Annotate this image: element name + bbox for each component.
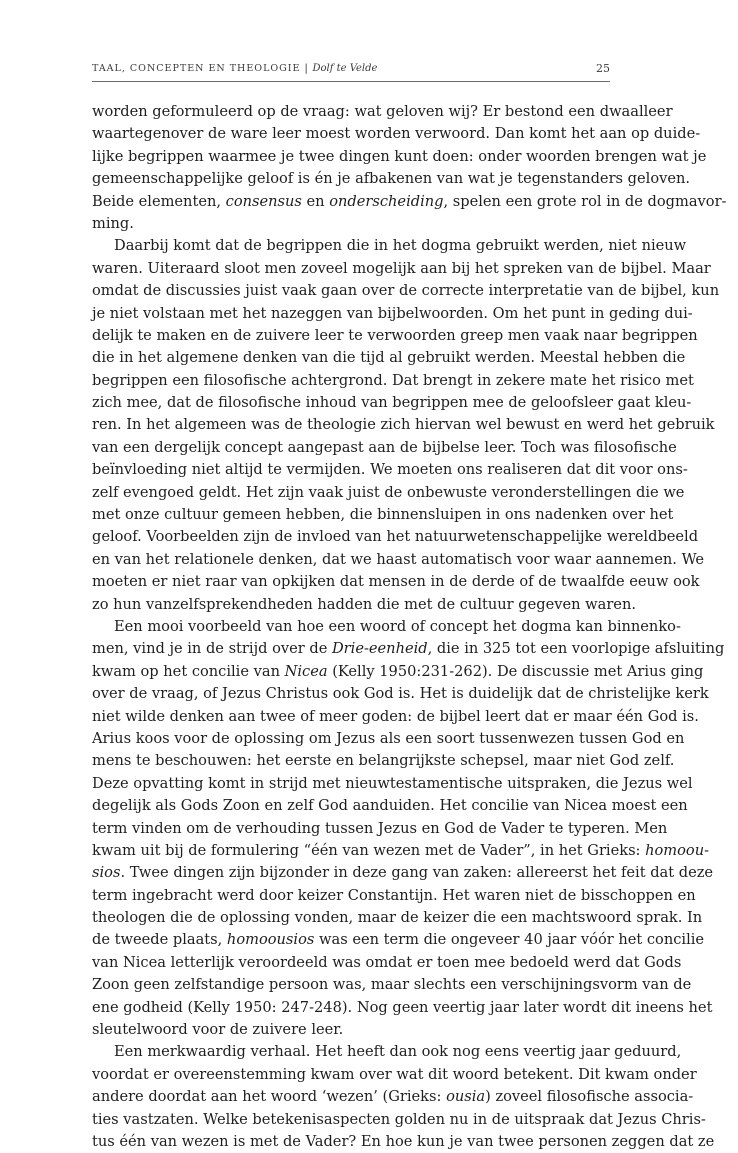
text-run: waartegenover de ware leer moest worden verwoord. Dan komt het aan op duide- bbox=[92, 125, 701, 143]
text-run: ) zoveel filosofische associa- bbox=[485, 1088, 694, 1106]
text-run: Arius koos voor de oplossing om Jezus als een soort tussenwezen tussen God en bbox=[92, 729, 685, 747]
text-run: degelijk als Gods Zoon en zelf God aanduiden. Het concilie van Nicea moest een bbox=[92, 797, 688, 815]
text-run: en bbox=[301, 192, 330, 210]
text-line bbox=[92, 392, 692, 414]
text-run: andere doordat aan het woord ‘wezen’ (Grieks: bbox=[92, 1088, 447, 1106]
text-line bbox=[92, 795, 688, 817]
text-line bbox=[92, 1041, 682, 1063]
text-run: Deze opvatting komt in strijd met nieuwtestamentische uitspraken, die Jezus wel bbox=[92, 774, 693, 792]
text-run: begrippen een filosofische achtergrond. Dat brengt in zekere mate het risico met bbox=[92, 371, 694, 389]
text-line bbox=[92, 459, 688, 481]
page-number: 25 bbox=[596, 62, 610, 75]
text-line bbox=[92, 952, 682, 974]
text-line bbox=[92, 1131, 715, 1153]
text-line bbox=[92, 862, 714, 884]
text-line bbox=[92, 191, 727, 213]
text-line bbox=[92, 123, 701, 145]
text-line bbox=[92, 929, 705, 951]
text-run: ene godheid (Kelly 1950: 247-248). Nog geen veertig jaar later wordt dit ineens het bbox=[92, 998, 713, 1016]
text-line bbox=[92, 482, 685, 504]
text-run: over de vraag, of Jezus Christus ook God is. Het is duidelijk dat de christelijke kerk bbox=[92, 685, 709, 703]
text-line bbox=[92, 1086, 694, 1108]
text-line bbox=[92, 325, 698, 347]
italic-term: sios bbox=[92, 864, 121, 882]
text-run: term ingebracht werd door keizer Constantijn. Het waren niet de bisschoppen en bbox=[92, 886, 696, 904]
italic-term: Nicea bbox=[284, 662, 328, 680]
text-run: worden geformuleerd op de vraag: wat geloven wij? Er bestond een dwaalleer bbox=[92, 103, 673, 120]
italic-term: Drie-eenheid bbox=[331, 640, 428, 658]
text-run: beïnvloeding niet altijd te vermijden. We moeten ons realiseren dat dit voor ons- bbox=[92, 461, 688, 479]
running-head bbox=[92, 62, 610, 78]
header-rule bbox=[92, 81, 610, 82]
text-line bbox=[92, 706, 699, 728]
text-run: zelf evengoed geldt. Het zijn vaak juist de onbewuste veronderstellingen die we bbox=[92, 483, 685, 501]
text-line bbox=[92, 549, 705, 571]
text-run: tus één van wezen is met de Vader? En hoe kun je van twee personen zeggen dat ze bbox=[92, 1132, 715, 1150]
italic-term: ousia bbox=[446, 1088, 486, 1106]
text-line bbox=[92, 683, 709, 705]
text-run: omdat de discussies juist vaak gaan over de correcte interpretatie van de bijbel, kun bbox=[92, 282, 720, 300]
text-line bbox=[92, 1019, 610, 1041]
text-line bbox=[92, 526, 699, 548]
text-line bbox=[92, 594, 636, 616]
text-line bbox=[92, 370, 694, 392]
text-run: Beide elementen, bbox=[92, 192, 226, 210]
text-line bbox=[92, 504, 674, 526]
text-line bbox=[92, 818, 668, 840]
text-run: Daarbij komt dat de begrippen die in het dogma gebruikt werden, niet nieuw bbox=[114, 237, 687, 255]
text-run: voordat er overeenstemming kwam over wat dit woord betekent. Dit kwam onder bbox=[92, 1065, 697, 1083]
italic-term: homoousios bbox=[226, 931, 315, 949]
text-run: van Nicea letterlijk veroordeeld was omdat er toen mee bedoeld werd dat Gods bbox=[92, 953, 682, 971]
text-run: kwam uit bij de formulering “één van wezen met de Vader”, in het Grieks: bbox=[92, 841, 646, 859]
text-run: ties vastzaten. Welke betekenisaspecten golden nu in de uitspraak dat Jezus Chris- bbox=[92, 1110, 706, 1128]
text-line bbox=[92, 750, 675, 772]
italic-term: onderscheiding bbox=[329, 192, 444, 210]
text-run: van een dergelijk concept aangepast aan de bijbelse leer. Toch was filosofische bbox=[92, 438, 677, 456]
running-head-title: TAAL, CONCEPTEN EN THEOLOGIE bbox=[92, 63, 301, 74]
text-line bbox=[92, 258, 711, 280]
text-run: die in het algemene denken van die tijd al gebruikt werden. Meestal hebben die bbox=[92, 349, 686, 367]
text-run: (Kelly 1950:231-262). De discussie met Arius ging bbox=[327, 662, 704, 680]
text-line bbox=[92, 1064, 697, 1086]
text-line bbox=[92, 773, 693, 795]
text-run: was een term die ongeveer 40 jaar vóór het concilie bbox=[314, 931, 705, 949]
italic-term: consensus bbox=[225, 192, 302, 210]
text-run: met onze cultuur gemeen hebben, die binnensluipen in ons nadenken over het bbox=[92, 506, 674, 524]
text-run: kwam op het concilie van bbox=[92, 662, 285, 680]
text-line bbox=[92, 437, 677, 459]
text-run: niet wilde denken aan twee of meer goden: de bijbel leert dat er maar één God is. bbox=[92, 707, 699, 725]
text-line bbox=[92, 571, 700, 593]
text-run: en van het relationele denken, dat we haast automatisch voor waar aannemen. We bbox=[92, 550, 705, 568]
text-run: sleutelwoord voor de zuivere leer. bbox=[92, 1021, 344, 1039]
text-run: , die in 325 tot een voorlopige afsluiting bbox=[427, 640, 725, 658]
text-run: men, vind je in de strijd over de bbox=[92, 640, 332, 658]
text-run: ming. bbox=[92, 214, 134, 232]
text-line bbox=[92, 414, 715, 436]
text-run: theologen die de oplossing vonden, maar de keizer die een machtswoord sprak. In bbox=[92, 909, 703, 927]
text-run: , spelen een grote rol in de dogmavor- bbox=[443, 192, 727, 210]
italic-term: homoou- bbox=[645, 841, 710, 859]
text-line bbox=[92, 907, 703, 929]
text-line bbox=[92, 840, 710, 862]
text-line bbox=[92, 213, 610, 235]
text-run: geloof. Voorbeelden zijn de invloed van het natuurwetenschappelijke wereldbeeld bbox=[92, 528, 699, 546]
running-head-separator: | bbox=[300, 62, 313, 74]
text-run: gemeenschappelijke geloof is én je afbakenen van wat je tegenstanders geloven. bbox=[92, 170, 691, 188]
text-run: zo hun vanzelfsprekendheden hadden die met de cultuur gegeven waren. bbox=[92, 595, 636, 613]
text-line bbox=[92, 974, 692, 996]
text-run: ren. In het algemeen was de theologie zich hiervan wel bewust en werd het gebruik bbox=[92, 416, 715, 434]
text-run: mens te beschouwen: het eerste en belangrijkste schepsel, maar niet God zelf. bbox=[92, 752, 675, 770]
text-line bbox=[92, 101, 673, 123]
text-line bbox=[92, 728, 685, 750]
text-line bbox=[92, 303, 693, 325]
text-line bbox=[92, 997, 713, 1019]
text-run: Een merkwaardig verhaal. Het heeft dan ook nog eens veertig jaar geduurd, bbox=[114, 1043, 682, 1061]
text-run: . Twee dingen zijn bijzonder in deze gang van zaken: allereerst het feit dat deze bbox=[120, 864, 714, 882]
text-run: Zoon geen zelfstandige persoon was, maar slechts een verschijningsvorm van de bbox=[92, 976, 692, 994]
text-run: de tweede plaats, bbox=[92, 931, 227, 949]
text-line bbox=[92, 168, 691, 190]
text-run: term vinden om de verhouding tussen Jezus en God de Vader te typeren. Men bbox=[92, 819, 668, 837]
text-line bbox=[92, 661, 704, 683]
text-run: zich mee, dat de filosofische inhoud van begrippen mee de geloofsleer gaat kleu- bbox=[92, 394, 692, 412]
text-line bbox=[92, 280, 720, 302]
text-run: delijk te maken en de zuivere leer te verwoorden greep men vaak naar begrippen bbox=[92, 326, 698, 344]
text-line bbox=[92, 347, 686, 369]
text-line bbox=[92, 885, 696, 907]
text-run: lijke begrippen waarmee je twee dingen kunt doen: onder woorden brengen wat je bbox=[92, 147, 707, 165]
text-run: waren. Uiteraard sloot men zoveel mogelijk aan bij het spreken van de bijbel. Maar bbox=[92, 259, 711, 277]
text-line bbox=[92, 638, 725, 660]
text-run: moeten er niet raar van opkijken dat mensen in de derde of de twaalfde eeuw ook bbox=[92, 573, 700, 591]
text-line bbox=[92, 616, 681, 638]
text-line bbox=[92, 1109, 706, 1131]
text-line bbox=[92, 146, 707, 168]
text-run: Een mooi voorbeeld van hoe een woord of concept het dogma kan binnenko- bbox=[114, 617, 681, 635]
body-text bbox=[92, 101, 727, 1153]
text-line bbox=[92, 235, 687, 257]
text-run: je niet volstaan met het nazeggen van bijbelwoorden. Om het punt in geding dui- bbox=[92, 304, 693, 322]
running-head-author: Dolf te Velde bbox=[312, 63, 378, 74]
